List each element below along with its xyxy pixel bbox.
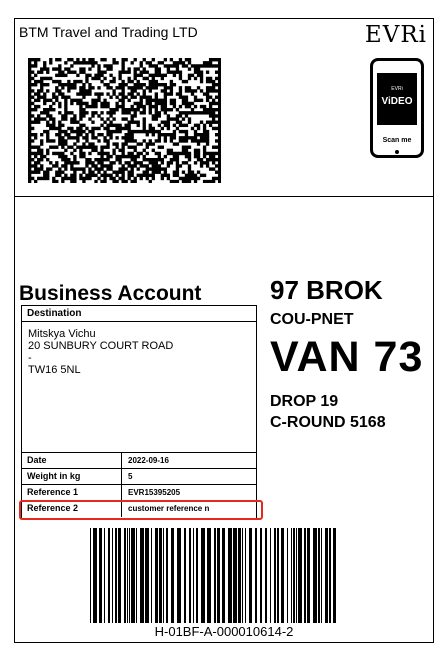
scan-me-text: Scan me [382,137,412,144]
drop-number: DROP 19 [270,393,339,410]
address-line: TW16 5NL [28,364,81,376]
detail-value: 5 [128,472,133,481]
brand-logo: EVRi [364,22,427,48]
section-divider [15,196,433,197]
address-line: Mitskya Vichu [28,328,96,340]
table-row [22,453,256,469]
detail-key: Reference 1 [22,485,122,500]
phone-graphic [370,58,424,158]
destination-address [28,328,173,376]
service-code: COU-PNET [270,311,354,328]
2d-barcode [28,58,221,183]
video-logo-icon [377,73,417,125]
account-title: Business Account [19,282,202,305]
address-line: 20 SUNBURY COURT ROAD [28,340,174,352]
home-button [395,150,399,154]
drop-info [270,391,386,433]
destination-box [21,305,257,519]
address-line: - [28,352,32,364]
detail-key: Weight in kg [22,469,122,484]
video-text: ViDEO [381,96,413,107]
detail-value: EVR15395205 [128,488,181,497]
linear-barcode [88,528,338,623]
detail-key: Reference 2 [22,501,122,517]
round-number: C-ROUND 5168 [270,414,386,431]
shipping-label [14,18,434,643]
destination-header: Destination [22,306,256,322]
reference-highlight [19,500,263,520]
table-row [22,469,256,485]
detail-value: customer reference n [128,504,210,513]
route-code: 97 BROK [270,275,383,305]
van-number: VAN 73 [270,333,424,381]
detail-key: Date [22,453,122,468]
detail-value: 2022-09-16 [128,456,169,465]
sender-name: BTM Travel and Trading LTD [19,24,198,40]
table-row [22,485,256,501]
barcode-number: H-01BF-A-000010614-2 [154,624,294,639]
phone-brand-text: EVRi [391,86,403,92]
